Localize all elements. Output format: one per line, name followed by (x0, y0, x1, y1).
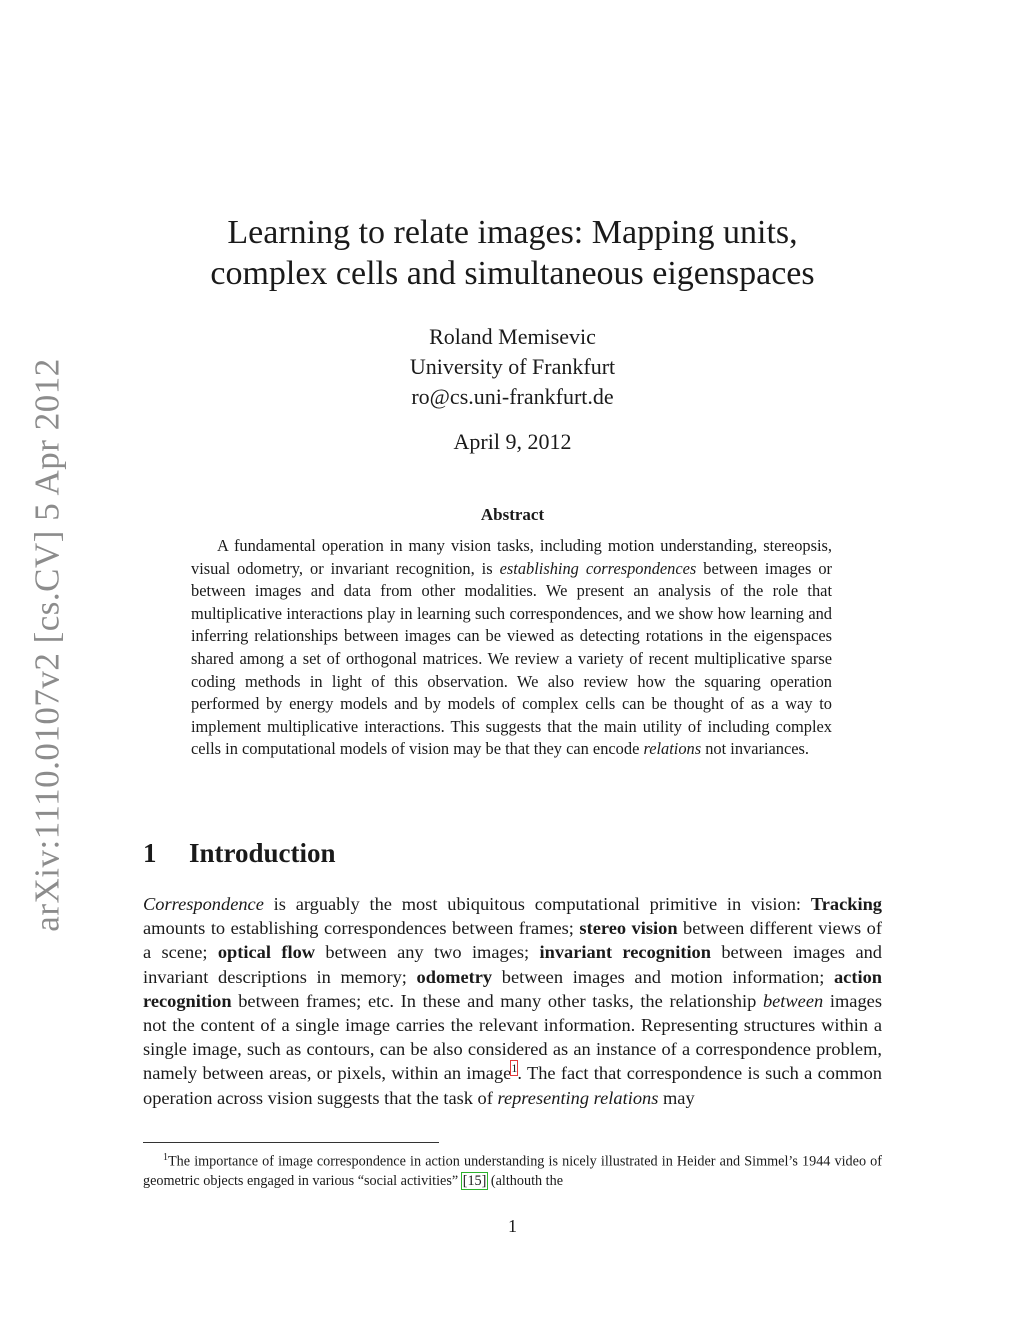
arxiv-identifier-text: arXiv:1110.0107v2 [cs.CV] 5 Apr 2012 (28, 358, 67, 932)
abstract-emphasis-2: relations (643, 739, 702, 759)
intro-term-tracking: Tracking (810, 894, 882, 914)
abstract-body (191, 535, 832, 761)
arxiv-identifier-stamp (28, 358, 68, 932)
abstract-emphasis-1: establishing correspondences (499, 558, 697, 578)
intro-text: between frames; etc. In these and many other tasks, the relationship (231, 990, 763, 1011)
intro-term-odometry: odometry (416, 966, 493, 987)
author-affiliation: University of Frankfurt (409, 354, 616, 379)
intro-term-stereo-vision: stereo vision (579, 918, 678, 939)
footnote-mark: 1 (163, 1152, 168, 1163)
section-number: 1 (143, 838, 157, 868)
intro-text: between any two images; (315, 942, 540, 963)
intro-term-between: between (762, 990, 824, 1011)
paper-date: April 9, 2012 (453, 429, 572, 454)
abstract-heading: Abstract (480, 505, 545, 524)
intro-text: amounts to establishing correspondences between frames; (143, 918, 580, 939)
intro-text: is arguably the most ubiquitous computational primitive in vision: (263, 894, 811, 914)
intro-text: between images and invariant descriptions in memory; (143, 942, 883, 987)
footnote-reference-link[interactable]: 1 (511, 1061, 518, 1076)
footnote-text-1: The importance of image correspondence in action understanding is nicely illustrated in Heider and Simmel’s 1944 video of geometric objects engaged in various “social activities” (143, 1153, 882, 1190)
paper-title (143, 212, 882, 294)
introduction-paragraph (143, 892, 882, 1110)
abstract-text-2: between images or between images and data from other modalities. We present an analysis of the role that multiplicative interactions play in learning such correspondences, and we show how learning and inferring relationships between images can be viewed as detecting rotations in the eigenspaces shared among a set of orthogonal matrices. We review a variety of recent multiplicative sparse coding methods in light of this observation. We also review how the squaring operation performed by energy models and by models of complex cells can be thought of as a way to implement multiplicative interactions. This suggests that the main utility of including complex cells in computational models of vision may be that they can encode (191, 558, 832, 759)
intro-text: may (658, 1087, 695, 1108)
footnote-text-2: (althouth the (487, 1173, 564, 1190)
paper-title-line-1: Learning to relate images: Mapping units, (227, 214, 798, 251)
intro-text: between images and motion information; (492, 966, 834, 987)
footnote-divider (143, 1142, 439, 1143)
intro-text: images not the content of a single image carries the relevant information. Representing structures within a single image, such as contours, can be also considered as an instance of a correspondence problem, namely between areas, or pixels, within an image (143, 990, 882, 1084)
citation-link[interactable]: [15] (462, 1173, 487, 1190)
intro-term-correspondence: Correspondence (143, 894, 264, 914)
footnote (143, 1148, 882, 1192)
author-name: Roland Memisevic (429, 324, 596, 349)
section-heading-introduction (143, 838, 336, 869)
intro-term-action-recognition: action recognition (143, 966, 882, 1011)
abstract-text-1: A fundamental operation in many vision tasks, including motion understanding, stereopsis, visual odometry, or invariant recognition, is (191, 536, 832, 578)
intro-text: . The fact that correspondence is such a common operation across vision suggests that the task of (143, 1063, 882, 1108)
author-email: ro@cs.uni-frankfurt.de (411, 384, 614, 409)
intro-term-representing-relations: representing relations (497, 1087, 659, 1108)
author-block (143, 322, 882, 412)
page-number: 1 (508, 1216, 517, 1236)
section-title: Introduction (189, 838, 336, 868)
abstract-text-3: not invariances. (701, 739, 809, 759)
intro-text: between different views of a scene; (143, 918, 882, 963)
intro-term-optical-flow: optical flow (217, 942, 316, 963)
intro-term-invariant-recognition: invariant recognition (539, 942, 711, 963)
paper-title-line-2: complex cells and simultaneous eigenspaces (210, 255, 815, 292)
